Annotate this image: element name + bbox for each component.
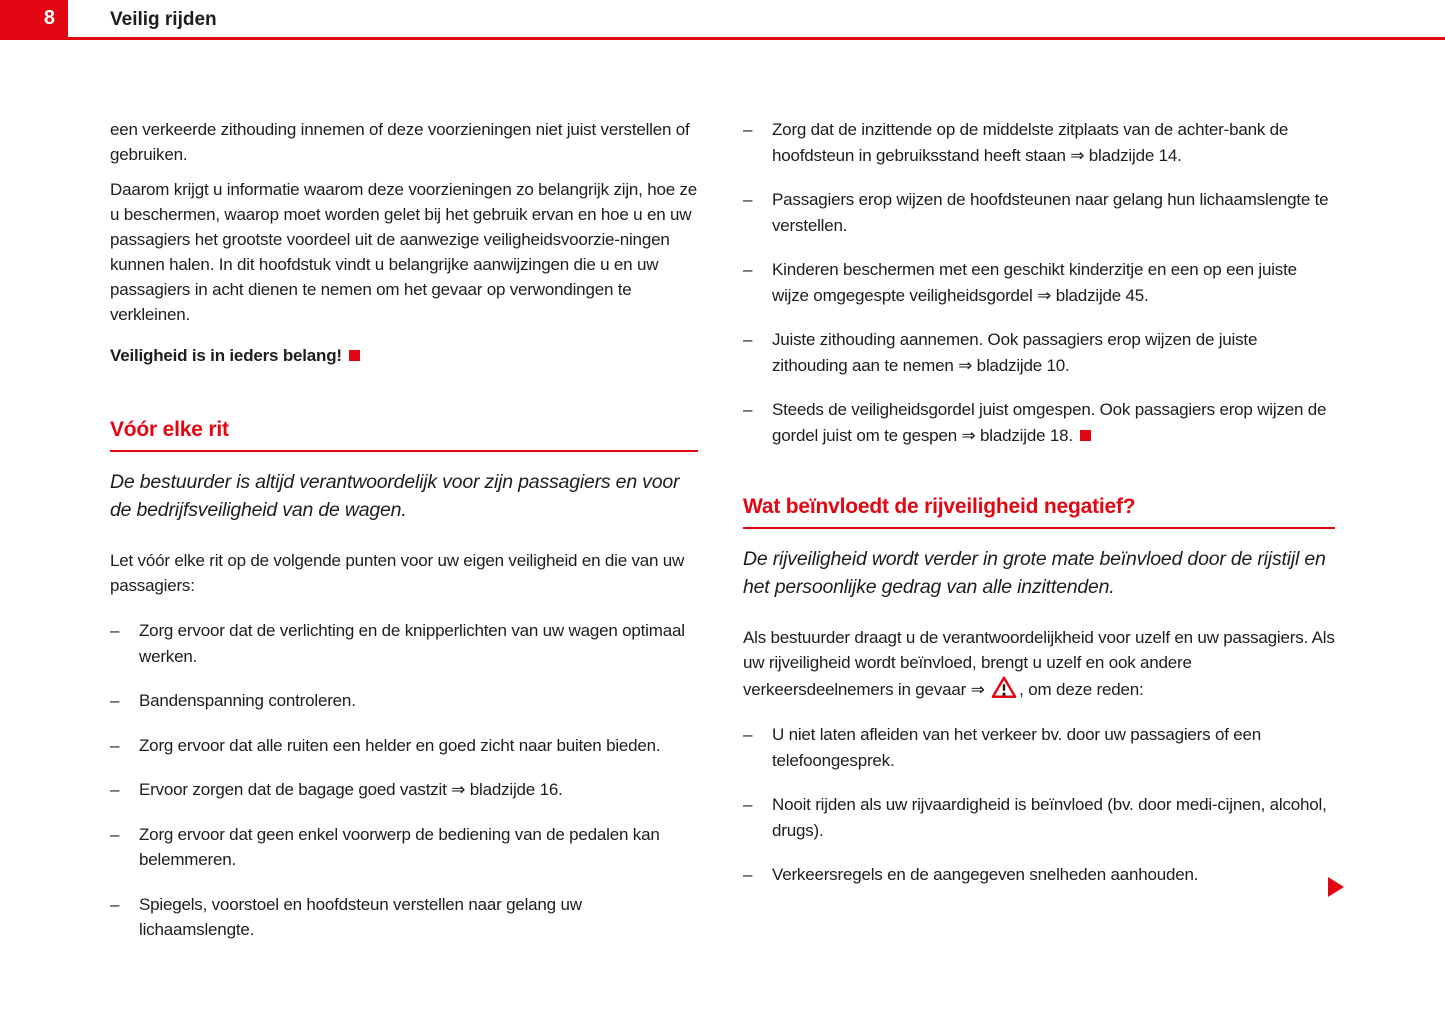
list-item: [743, 862, 1335, 888]
dash-bullet: –: [110, 621, 120, 640]
list-item: [743, 397, 1335, 448]
list-item: [110, 733, 698, 759]
warning-triangle-icon: [990, 675, 1018, 700]
dash-bullet: –: [110, 894, 120, 914]
dash-bullet: –: [743, 400, 753, 419]
lead-paragraph: De bestuurder is altijd verantwoordelijk voor zijn passagiers en voor de bedrijfsveiligheid van de wagen.: [110, 471, 680, 521]
continuation-arrow-icon: [1328, 877, 1344, 897]
list-item-text: Spiegels, voorstoel en hoofdsteun verstellen naar gelang uw lichaamslengte.: [139, 894, 582, 939]
list-item: [743, 327, 1335, 378]
page-number: 8: [43, 7, 55, 29]
dash-bullet: –: [743, 795, 753, 814]
list-item: [110, 688, 698, 714]
paragraph-with-warning: [743, 625, 1335, 702]
list-item: [743, 257, 1335, 308]
dash-bullet: –: [743, 865, 753, 884]
list-item: [743, 792, 1335, 843]
dash-bullet: –: [743, 330, 753, 349]
list-item-text: Ervoor zorgen dat de bagage goed vastzit ⇒ bladzijde 16.: [139, 780, 563, 799]
list-item: [743, 117, 1335, 168]
list-item-text: Passagiers erop wijzen de hoofdsteunen naar gelang hun lichaamslengte te verstellen.: [772, 190, 1329, 235]
dash-bullet: –: [743, 120, 753, 139]
list-item-text: Steeds de veiligheidsgordel juist omgespen. Ook passagiers erop wijzen de gordel juist om te gespen ⇒ bladzijde 18.: [772, 400, 1327, 445]
list-item-text: Juiste zithouding aannemen. Ook passagiers erop wijzen de juiste zithouding aan te nemen ⇒ bladzijde 10.: [772, 330, 1258, 375]
dash-bullet: –: [110, 780, 120, 799]
paragraph: een verkeerde zithouding innemen of deze voorzieningen niet juist verstellen of gebruiken.: [110, 120, 690, 164]
negative-influence-list: [743, 722, 1335, 888]
list-item: [110, 618, 698, 669]
dash-bullet: –: [743, 190, 753, 209]
section-end-marker-icon: [349, 350, 360, 361]
dash-bullet: –: [110, 691, 120, 710]
list-item-text: Bandenspanning controleren.: [139, 691, 356, 710]
dash-bullet: –: [110, 735, 120, 755]
list-item: [743, 722, 1335, 773]
paragraph-text: , om deze reden:: [1019, 680, 1144, 699]
list-item: [110, 777, 698, 803]
section-heading-voor-elke-rit: Vóór elke rit: [110, 418, 698, 452]
section-end-marker-icon: [1080, 430, 1091, 441]
dash-bullet: –: [110, 824, 120, 844]
list-item: [110, 892, 698, 943]
header-rule: [0, 37, 1445, 40]
list-item: [743, 187, 1335, 238]
lead-paragraph: De rijveiligheid wordt verder in grote mate beïnvloed door de rijstijl en het persoonlijke gedrag van alle inzittenden.: [743, 548, 1326, 598]
list-item-text: Zorg ervoor dat de verlichting en de knipperlichten van uw wagen optimaal werken.: [139, 621, 685, 666]
list-item-text: Verkeersregels en de aangegeven snelheden aanhouden.: [772, 865, 1199, 884]
pre-drive-checklist-continued: [743, 117, 1335, 448]
bold-note: [110, 343, 698, 368]
list-item-text: Kinderen beschermen met een geschikt kinderzitje en een op een juiste wijze omgegespte veiligheidsgordel ⇒ bladzijde 45.: [772, 260, 1297, 305]
list-item-text: Zorg ervoor dat geen enkel voorwerp de bediening van de pedalen kan belemmeren.: [139, 824, 660, 869]
dash-bullet: –: [743, 260, 753, 279]
page-number-box: [0, 0, 68, 37]
list-item-text: Zorg dat de inzittende op de middelste zitplaats van de achter-bank de hoofdsteun in gebruiksstand heeft staan ⇒ bladzijde 14.: [772, 120, 1289, 165]
section-heading-rijveiligheid: Wat beïnvloedt de rijveiligheid negatief?: [743, 495, 1335, 529]
pre-drive-checklist: [110, 618, 698, 943]
list-item-text: U niet laten afleiden van het verkeer bv. door uw passagiers of een telefoongesprek.: [772, 725, 1262, 770]
list-item: [110, 822, 698, 873]
paragraph: Let vóór elke rit op de volgende punten voor uw eigen veiligheid en die van uw passagiers:: [110, 551, 685, 595]
list-item-text: Zorg ervoor dat alle ruiten een helder en goed zicht naar buiten bieden.: [139, 735, 661, 755]
list-item-text: Nooit rijden als uw rijvaardigheid is beïnvloed (bv. door medi-cijnen, alcohol, drugs).: [772, 795, 1327, 840]
chapter-title: Veilig rijden: [110, 9, 217, 30]
bold-note-text: Veiligheid is in ieders belang!: [110, 346, 342, 365]
paragraph-text: Als bestuurder draagt u de verantwoordelijkheid voor uzelf en uw passagiers. Als uw rijveiligheid wordt beïnvloed, brengt u uzelf en ook andere verkeersdeelnemers in gevaar ⇒: [743, 628, 1335, 699]
left-column: [110, 117, 698, 962]
dash-bullet: –: [743, 725, 753, 744]
paragraph: Daarom krijgt u informatie waarom deze voorzieningen zo belangrijk zijn, hoe ze u beschermen, waarop moet worden gelet bij het gebruik ervan en hoe u en uw passagiers het grootste voordeel uit de aanwezige veiligheidsvoorzie-ningen kunnen halen. In dit hoofdstuk vindt u belangrijke aanwijzingen die u en uw passagiers in acht dienen te nemen om het gevaar op verwondingen te verkleinen.: [110, 180, 698, 324]
right-column: [743, 117, 1335, 907]
